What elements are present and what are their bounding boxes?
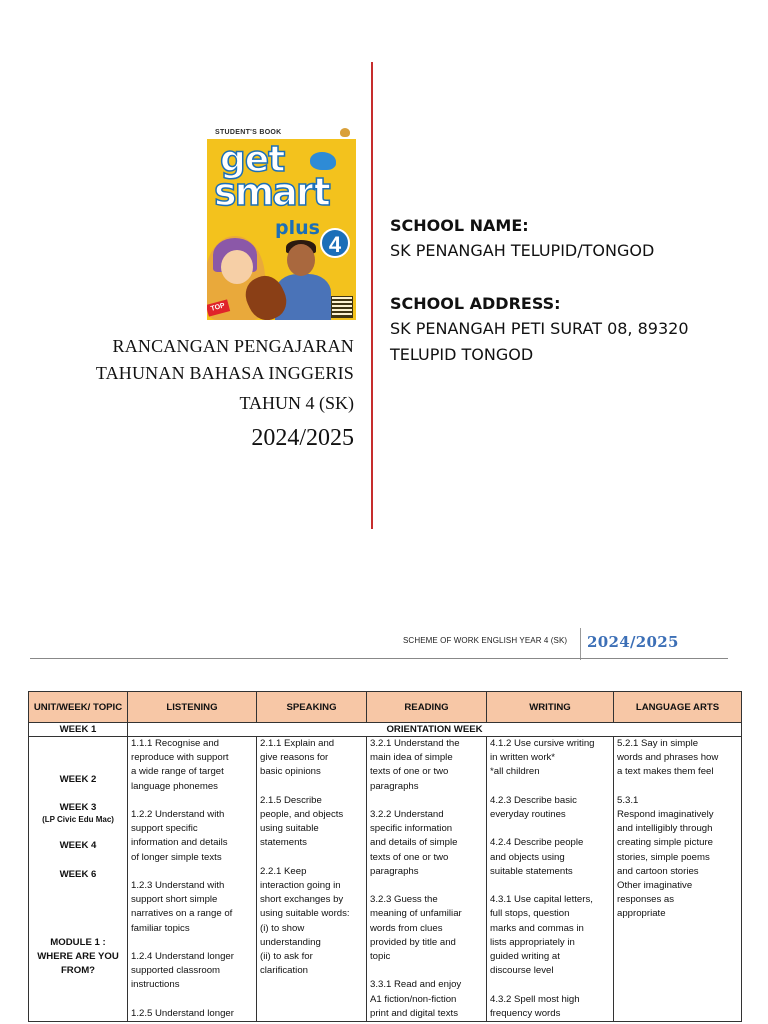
listening-text-line: support specific	[131, 823, 198, 835]
writing-text-line: 4.3.2 Spell most high	[490, 993, 580, 1005]
ministry-crest-icon	[340, 128, 350, 137]
listening-text-line: of longer simple texts	[131, 851, 222, 863]
cover-divider	[371, 62, 373, 529]
header-separator	[580, 628, 581, 660]
week-3-note: (LP Civic Edu Mac)	[42, 815, 114, 825]
table-header-row	[29, 692, 742, 723]
speaking-text-line: clarification	[260, 965, 308, 977]
writing-text-line: frequency words	[490, 1007, 561, 1019]
listening-text-line: 1.2.4 Understand longer	[131, 951, 234, 962]
language-arts-cell	[614, 737, 742, 1022]
reading-text-line: paragraphs	[370, 865, 419, 877]
language-arts-text-line: creating simple picture	[617, 837, 713, 849]
language-arts-text-line: stories, simple poems	[617, 851, 710, 863]
listening-text-line: support short simple	[131, 894, 218, 906]
reading-text-line: main idea of simple	[370, 752, 453, 764]
rph-line-2: TAHUNAN BAHASA INGGERIS	[95, 363, 354, 383]
book-band-label: STUDENT'S BOOK	[207, 126, 356, 139]
reading-text-line: 3.3.1 Read and enjoy	[370, 979, 462, 991]
reading-text-line: texts of one or two	[370, 851, 449, 863]
book-level-number: 4	[320, 228, 350, 258]
listening-text-line: 1.2.5 Understand longer	[131, 1007, 234, 1019]
rph-title-block	[96, 334, 354, 458]
reading-text-line: meaning of unfamiliar	[370, 908, 462, 920]
header-rule	[30, 658, 728, 659]
reading-text-line: print and digital texts	[370, 1007, 458, 1019]
listening-text-line: reproduce with support	[131, 752, 229, 764]
header-unit-week-topic: UNIT/WEEK/ TOPIC	[29, 692, 128, 723]
language-arts-text-line: Other imaginative	[617, 880, 693, 892]
bird-illustration	[310, 152, 336, 170]
speaking-text-line: using suitable words:	[260, 908, 350, 920]
language-arts-text-line: words and phrases how	[617, 752, 719, 764]
school-address-line-2: TELUPID TONGOD	[390, 345, 534, 364]
language-arts-text-line: appropriate	[617, 908, 666, 920]
listening-text-line: narratives on a range of	[131, 908, 233, 920]
rph-line-1: RANCANGAN PENGAJARAN	[112, 336, 354, 356]
language-arts-text-line: 5.3.1	[617, 794, 639, 806]
writing-text-line: full stops, question	[490, 908, 570, 920]
speaking-text-line: interaction going in	[260, 880, 341, 891]
reading-text-line: words from clues	[370, 922, 443, 934]
boy-face-illustration	[287, 244, 315, 276]
language-arts-text-line: a text makes them feel	[617, 766, 714, 778]
school-name-heading: SCHOOL NAME:	[390, 216, 529, 235]
reading-cell	[367, 737, 487, 1022]
listening-text-line: a wide range of target	[131, 766, 224, 778]
writing-text-line: and objects using	[490, 851, 565, 863]
unit-column-cell	[29, 737, 128, 1022]
writing-text-line: in written work*	[490, 752, 556, 764]
speaking-text-line: statements	[260, 837, 307, 849]
language-arts-text-line: and cartoon stories	[617, 865, 699, 877]
qr-code-icon	[331, 296, 353, 318]
listening-text-line: language phonemes	[131, 780, 218, 792]
speaking-cell	[257, 737, 367, 1022]
textbook-cover-image	[207, 126, 356, 320]
header-listening: LISTENING	[128, 692, 257, 723]
reading-text-line: texts of one or two	[370, 766, 449, 778]
header-speaking: SPEAKING	[257, 692, 367, 723]
orientation-week-cell: ORIENTATION WEEK	[128, 723, 742, 737]
book-title-plus: plus	[275, 217, 320, 239]
speaking-text-line: (i) to show	[260, 922, 305, 934]
girl-face-illustration	[221, 250, 253, 284]
listening-text-line: supported classroom	[131, 965, 221, 977]
module-label-line-2: WHERE ARE YOU	[37, 951, 119, 963]
week-2-label: WEEK 2	[59, 774, 97, 785]
book-title-smart: smart	[214, 170, 329, 214]
listening-text-line: 1.2.2 Understand with	[131, 809, 225, 820]
language-arts-text-line: Respond imaginatively	[617, 809, 714, 820]
reading-text-line: 3.2.1 Understand the	[370, 738, 460, 749]
speaking-text-line: understanding	[260, 936, 321, 948]
speaking-text-line: basic opinions	[260, 766, 321, 778]
scheme-of-work-label: SCHEME OF WORK ENGLISH YEAR 4 (SK)	[403, 636, 568, 645]
school-address-heading: SCHOOL ADDRESS:	[390, 294, 561, 313]
language-arts-text-line: 5.2.1 Say in simple	[617, 738, 699, 749]
writing-text-line: 4.2.3 Describe basic	[490, 794, 577, 806]
listening-text-line: instructions	[131, 979, 180, 991]
speaking-text-line: give reasons for	[260, 752, 329, 764]
header-reading: READING	[367, 692, 487, 723]
rph-year: 2024/2025	[251, 425, 354, 451]
writing-text-line: marks and commas in	[490, 922, 584, 934]
school-address-line-1: SK PENANGAH PETI SURAT 08, 89320	[390, 319, 689, 338]
scheme-of-work-table	[28, 691, 742, 1022]
module-label-line-1: MODULE 1 :	[50, 936, 106, 948]
header-writing: WRITING	[487, 692, 614, 723]
language-arts-text-line: and intelligibly through	[617, 823, 713, 835]
school-info-block	[390, 214, 689, 368]
speaking-text-line: using suitable	[260, 823, 319, 835]
writing-text-line: guided writing at	[490, 951, 560, 962]
speaking-text-line: short exchanges by	[260, 894, 344, 906]
writing-text-line: 4.2.4 Describe people	[490, 837, 584, 849]
school-name-value: SK PENANGAH TELUPID/TONGOD	[390, 241, 655, 260]
table-row	[29, 737, 742, 1022]
writing-text-line: suitable statements	[490, 865, 573, 877]
writing-text-line: *all children	[490, 766, 540, 778]
writing-text-line: discourse level	[490, 965, 554, 977]
speaking-text-line: 2.1.5 Describe	[260, 794, 322, 806]
writing-cell	[487, 737, 614, 1022]
rph-line-3: TAHUN 4 (SK)	[239, 393, 354, 413]
book-title-get: get	[220, 139, 285, 180]
reading-text-line: 3.2.3 Guess the	[370, 894, 438, 906]
week-3-label: WEEK 3	[59, 802, 97, 814]
listening-text-line: 1.2.3 Understand with	[131, 880, 225, 891]
module-label-line-3: FROM?	[60, 965, 96, 977]
scheme-year: 2024/2025	[587, 633, 679, 651]
reading-text-line: 3.2.2 Understand	[370, 809, 444, 820]
speaking-text-line: people, and objects	[260, 809, 344, 820]
reading-text-line: and details of simple	[370, 837, 458, 849]
table-row	[29, 723, 742, 737]
listening-text-line: familiar topics	[131, 922, 190, 934]
speaking-text-line: 2.2.1 Keep	[260, 865, 307, 877]
week-4-label: WEEK 4	[59, 840, 97, 852]
header-language-arts: LANGUAGE ARTS	[614, 692, 742, 723]
writing-text-line: 4.1.2 Use cursive writing	[490, 738, 595, 749]
top-badge: TOP	[207, 299, 230, 316]
language-arts-text-line: responses as	[617, 894, 675, 906]
writing-text-line: lists appropriately in	[490, 936, 575, 948]
reading-text-line: specific information	[370, 823, 453, 835]
reading-text-line: A1 fiction/non-fiction	[370, 993, 457, 1005]
speaking-text-line: (ii) to ask for	[260, 951, 313, 963]
reading-text-line: paragraphs	[370, 780, 419, 792]
listening-text-line: information and details	[131, 837, 228, 849]
week-1-cell: WEEK 1	[29, 723, 128, 737]
writing-text-line: everyday routines	[490, 809, 566, 820]
speaking-text-line: 2.1.1 Explain and	[260, 738, 335, 749]
reading-text-line: topic	[370, 951, 391, 963]
reading-text-line: provided by title and	[370, 936, 456, 948]
week-6-label: WEEK 6	[59, 868, 97, 880]
listening-text-line: 1.1.1 Recognise and	[131, 738, 220, 749]
writing-text-line: 4.3.1 Use capital letters,	[490, 894, 593, 906]
listening-cell	[128, 737, 257, 1022]
